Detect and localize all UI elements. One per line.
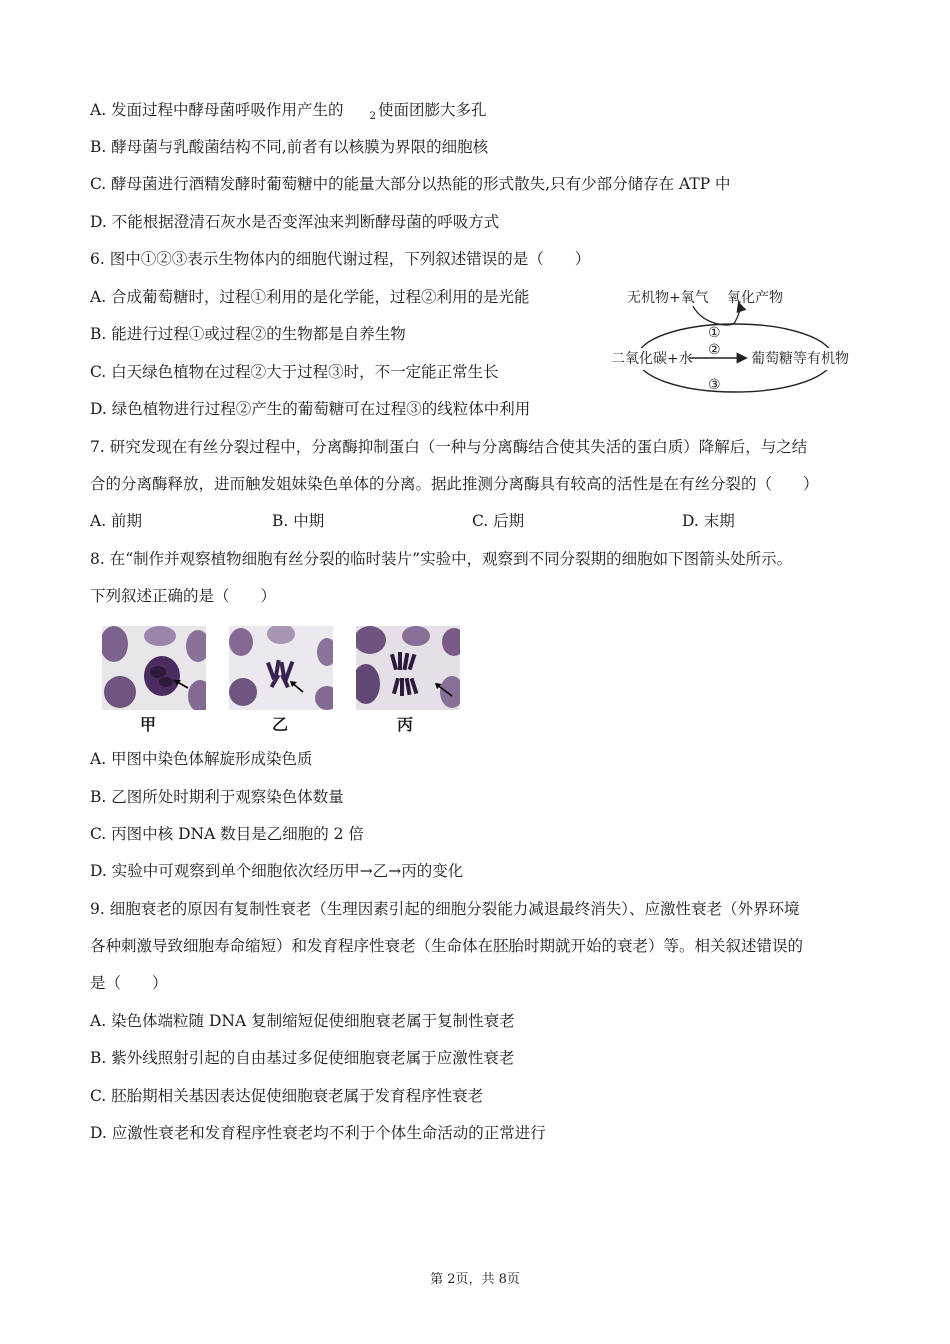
caption-yi: 乙 <box>272 715 289 734</box>
q9-option-a: A. 染色体端粒随 DNA 复制缩短促使细胞衰老属于复制性衰老 <box>90 1012 515 1030</box>
q8-option-c: C. 丙图中核 DNA 数目是乙细胞的 2 倍 <box>90 825 364 843</box>
q5-option-b: B. 酵母菌与乳酸菌结构不同,前者有以核膜为界限的细胞核 <box>90 138 489 156</box>
process-1-in-arrow <box>693 306 735 325</box>
q8-option-d: D. 实验中可观察到单个细胞依次经历甲→乙→丙的变化 <box>90 862 464 880</box>
q6-option-a: A. 合成葡萄糖时，过程①利用的是化学能，过程②利用的是光能 <box>90 288 530 306</box>
caption-jia: 甲 <box>140 715 157 734</box>
metabolism-cycle-diagram <box>605 282 865 402</box>
q5-option-a-subscript: 2 <box>369 111 376 122</box>
q7-stem-line1: 7. 研究发现在有丝分裂过程中，分离酶抑制蛋白（一种与分离酶结合使其失活的蛋白质）降解后，与之结 <box>90 438 808 456</box>
q9-option-d: D. 应激性衰老和发育程序性衰老均不利于个体生命活动的正常进行 <box>90 1124 546 1142</box>
q6-option-d: D. 绿色植物进行过程②产生的葡萄糖可在过程③的线粒体中利用 <box>90 400 531 418</box>
q6-option-c: C. 白天绿色植物在过程②大于过程③时，不一定能正常生长 <box>90 363 499 381</box>
label-process-3: ③ <box>708 377 721 393</box>
q5-option-a-pre: A. 发面过程中酵母菌呼吸作用产生的 <box>90 101 344 119</box>
label-process-1: ① <box>708 325 721 341</box>
q6-stem: 6. 图中①②③表示生物体内的细胞代谢过程，下列叙述错误的是（ ） <box>90 250 591 268</box>
q7-option-d: D. 末期 <box>682 512 735 530</box>
micrograph-bing <box>356 626 460 710</box>
process-1-out-arrow <box>735 304 740 322</box>
q7-stem-line2: 合的分离酶释放，进而触发姐妹染色单体的分离。据此推测分离酶具有较高的活性是在有丝分裂的（ ） <box>90 475 819 493</box>
micrograph-jia <box>102 626 206 710</box>
q7-option-c: C. 后期 <box>472 512 525 530</box>
q9-stem-line2: 各种刺激导致细胞寿命缩短）和发育程序性衰老（生命体在胚胎时期就开始的衰老）等。相关叙述错误的 <box>90 937 804 955</box>
label-glucose: 葡萄糖等有机物 <box>751 351 849 367</box>
label-oxidation-product: 氧化产物 <box>727 290 783 306</box>
q8-stem-line2: 下列叙述正确的是（ ） <box>90 587 277 605</box>
q9-option-b: B. 紫外线照射引起的自由基过多促使细胞衰老属于应激性衰老 <box>90 1049 515 1067</box>
caption-bing: 丙 <box>397 715 414 734</box>
page-number-footer: 第 2页，共 8页 <box>430 1272 520 1287</box>
micrograph-yi <box>229 626 333 710</box>
q9-option-c: C. 胚胎期相关基因表达促使细胞衰老属于发育程序性衰老 <box>90 1087 484 1105</box>
q5-option-a <box>90 100 486 127</box>
q6-option-b: B. 能进行过程①或过程②的生物都是自养生物 <box>90 325 406 343</box>
label-inorganic-oxygen: 无机物+氧气 <box>627 290 709 306</box>
label-process-2: ② <box>708 342 721 358</box>
q5-option-d: D. 不能根据澄清石灰水是否变浑浊来判断酵母菌的呼吸方式 <box>90 213 500 231</box>
label-co2-water: 二氧化碳+水 <box>611 351 693 367</box>
q9-stem-line1: 9. 细胞衰老的原因有复制性衰老（生理因素引起的细胞分裂能力减退最终消失）、应激性衰老（外界环境 <box>90 900 800 918</box>
q7-option-a: A. 前期 <box>90 512 143 530</box>
q5-option-c: C. 酵母菌进行酒精发酵时葡萄糖中的能量大部分以热能的形式散失,只有少部分储存在 ATP 中 <box>90 175 731 193</box>
q8-stem-line1: 8. 在“制作并观察植物细胞有丝分裂的临时装片”实验中，观察到不同分裂期的细胞如下图箭头处所示。 <box>90 550 793 568</box>
q7-option-b: B. 中期 <box>272 512 325 530</box>
q8-option-a: A. 甲图中染色体解旋形成染色质 <box>90 750 313 768</box>
q9-stem-line3: 是（ ） <box>90 974 168 992</box>
q5-option-a-post: 使面团膨大多孔 <box>377 101 487 119</box>
q8-option-b: B. 乙图所处时期利于观察染色体数量 <box>90 788 344 806</box>
